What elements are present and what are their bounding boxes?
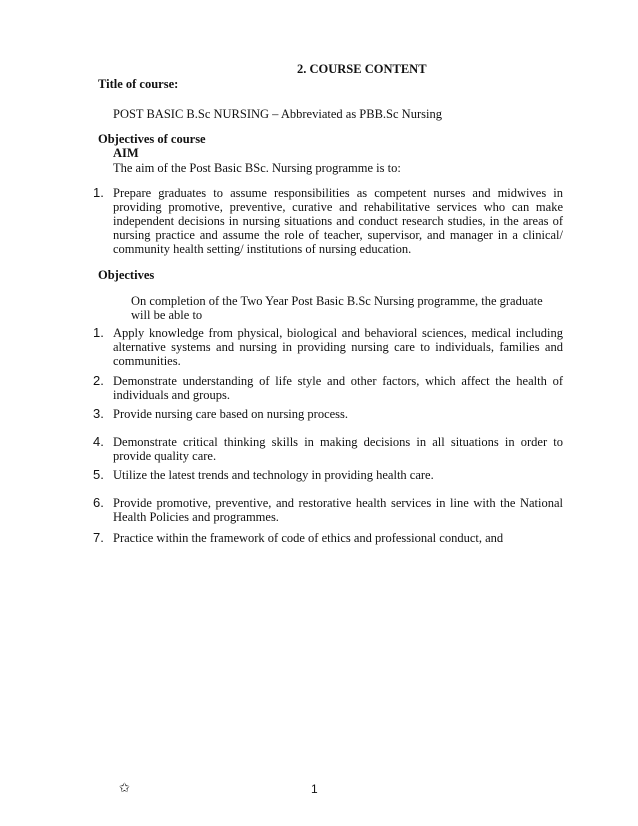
course-name: POST BASIC B.Sc NURSING – Abbreviated as PBB.Sc Nursing [113,107,442,121]
list-item-text: Demonstrate critical thinking skills in making decisions in all situations in order to provide quality care. [113,435,563,463]
objective-list-item [93,374,563,402]
objective-list-item [93,531,563,545]
list-number: 5. [93,467,104,482]
objective-list-item [93,468,563,482]
list-item-text: Prepare graduates to assume responsibilities as competent nurses and midwives in providing promotive, preventive, curative and rehabilitative services who can make independent decisions in nursing situations and conduct research studies, in the areas of nursing practice and assume the role of teacher, supervisor, and manager in a clinical/ community health setting/ institutions of nursing education. [113,186,563,256]
list-number: 1. [93,185,104,200]
list-number: 7. [93,530,104,545]
objectives-of-course-label: Objectives of course [98,132,206,146]
list-number: 4. [93,434,104,449]
list-number: 2. [93,373,104,388]
aim-text: The aim of the Post Basic BSc. Nursing programme is to: [113,161,401,175]
objectives-heading: Objectives [98,268,155,282]
aim-label: AIM [113,146,139,160]
title-of-course-label: Title of course: [98,77,179,91]
list-number: 1. [93,325,104,340]
objective-list-item [93,496,563,524]
star-icon: ✩ [119,781,130,796]
list-number: 6. [93,495,104,510]
list-item-text: Practice within the framework of code of ethics and professional conduct, and [113,531,504,545]
list-item-text: Provide promotive, preventive, and restorative health services in line with the National Health Policies and programmes. [113,496,563,524]
objective-list-item [93,407,563,421]
list-number: 3. [93,406,104,421]
objective-list-item [93,326,563,368]
list-item-text: Apply knowledge from physical, biological and behavioral sciences, medical including alternative systems and nursing in providing nursing care to individuals, families and communities. [113,326,563,368]
objectives-intro: On completion of the Two Year Post Basic B.Sc Nursing programme, the graduate will be able to [131,294,543,322]
list-item-text: Provide nursing care based on nursing process. [113,407,349,421]
list-item-text: Utilize the latest trends and technology in providing health care. [113,468,434,482]
aim-list-item [93,186,563,256]
objective-list-item [93,435,563,463]
section-heading: 2. COURSE CONTENT [297,62,427,76]
page-number: 1 [311,782,318,796]
list-item-text: Demonstrate understanding of life style and other factors, which affect the health of individuals and groups. [113,374,563,402]
